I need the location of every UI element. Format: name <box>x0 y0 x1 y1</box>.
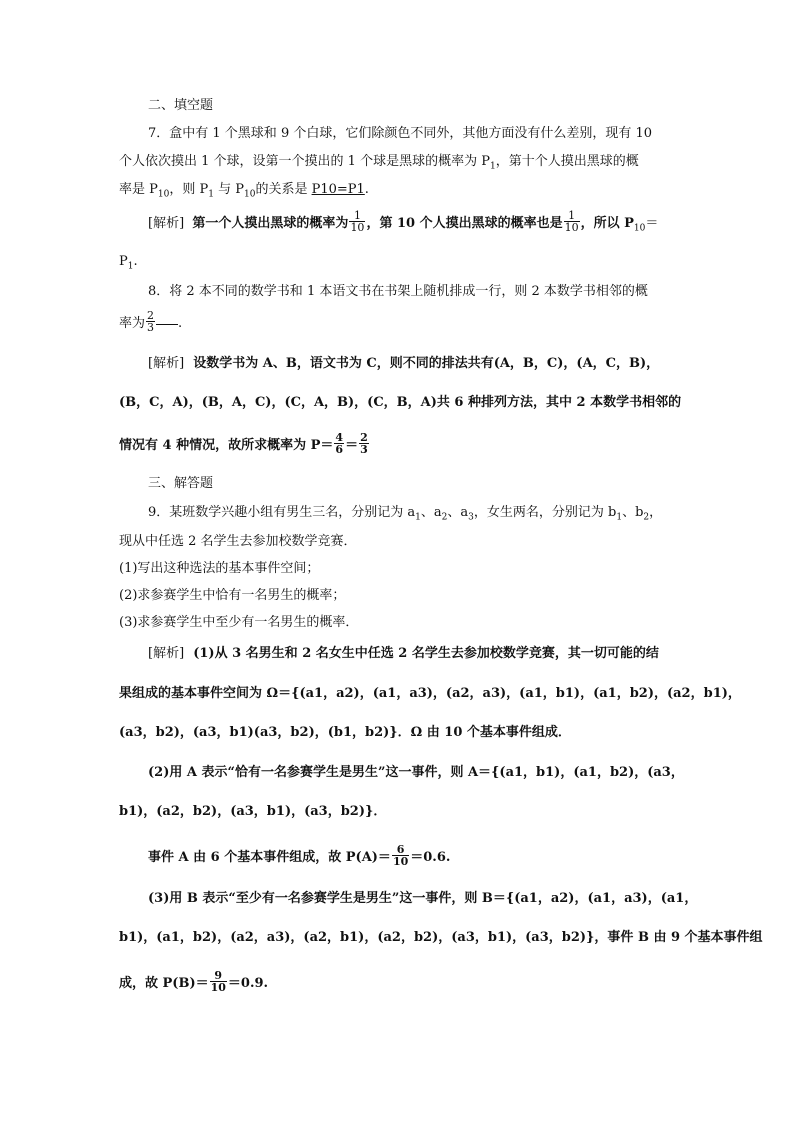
question-7-answer: P10=P1 <box>311 182 365 197</box>
question-9-part-3: (3)求参赛学生中至少有一名男生的概率． <box>119 615 359 630</box>
question-7-solution-end: $P_1$. <box>119 254 138 272</box>
question-9-line-1: 9．某班数学兴趣小组有男生三名，分别记为 $a_1$、$a_2$、$a_3$，女生两名，分别记为 $b_1$、$b_2$， <box>148 505 663 523</box>
question-8-answer: $\frac{2}{3}$ <box>147 309 155 334</box>
question-9-line-2: 现从中任选 2 名学生去参加校数学竞赛． <box>119 534 357 549</box>
question-9-solution-line-4: (2)用 A 表示“恰有一名参赛学生是男生”这一事件，则 A＝{(a1，b1)，(a1，b2)，(a3， <box>148 765 684 780</box>
question-9-solution-line-5: b1)，(a2，b2)，(a3，b1)，(a3，b2)}． <box>119 804 387 819</box>
question-8-line-1: 8．将 2 本不同的数学书和 1 本语文书在书架上随机排成一行，则 2 本数学书相邻的概 <box>148 284 648 299</box>
section-answer-heading: 三、解答题 <box>148 476 214 491</box>
question-8-solution-line-3: 情况有 4 种情况，故所求概率为 P＝ $\frac{4}{6}$ ＝ $\frac{2}{3}$ <box>119 431 368 456</box>
question-7-line-3: 率是 $P_{10}$，则 $P_1$ 与 $P_{10}$的关系是 P10=P1. <box>119 182 369 200</box>
question-8-line-2: 率为 $\frac{2}{3}$ . <box>119 309 183 334</box>
question-9-solution-line-8: b1)，(a1，b2)，(a2，a3)，(a2，b1)，(a2，b2)，(a3，b1)，(a3，b2)}，事件 B 由 9 个基本事件组 <box>119 930 763 945</box>
question-9-solution-line-7: (3)用 B 表示“至少有一名参赛学生是男生”这一事件，则 B＝{(a1，a2)，(a1，a3)，(a1， <box>148 891 698 906</box>
question-9-solution-line-2: 果组成的基本事件空间为 Ω＝{(a1，a2)，(a1，a3)，(a2，a3)，(a1，b1)，(a1，b2)，(a2，b1)， <box>119 686 741 701</box>
question-9-part-2: (2)求参赛学生中恰有一名男生的概率； <box>119 588 346 603</box>
question-9-solution-line-9: 成，故 P(B)＝ $\frac{9}{10}$ ＝0.9. <box>119 969 269 994</box>
question-7-line-2: 个人依次摸出 1 个球，设第一个摸出的 1 个球是黑球的概率为 $P_1$，第十个人摸出黑球的概 <box>119 154 639 172</box>
question-9-part-1: (1)写出这种选法的基本事件空间； <box>119 561 320 576</box>
question-7-line-1: 7．盒中有 1 个黑球和 9 个白球，它们除颜色不同外，其他方面没有什么差别，现有 10 <box>148 126 653 141</box>
question-8-solution-line-2: (B，C，A)，(B，A，C)，(C，A，B)，(C，B，A)共 6 种排列方法，其中 2 本数学书相邻的 <box>119 395 682 410</box>
question-9-solution-line-3: (a3，b2)，(a3，b1)(a3，b2)，(b1，b2)}．Ω 由 10 个基本事件组成． <box>119 725 571 740</box>
question-9-solution-line-6: 事件 A 由 6 个基本事件组成，故 P(A)＝ $\frac{6}{10}$ ＝0.6. <box>148 843 451 868</box>
question-8-solution-line-1: [解析] 设数学书为 A、B，语文书为 C，则不同的排法共有(A，B，C)，(A，C，B)， <box>148 356 660 371</box>
question-9-solution-line-1: [解析] (1)从 3 名男生和 2 名女生中任选 2 名学生去参加校数学竞赛，其一切可能的结 <box>148 646 659 661</box>
question-7-solution: [解析] 第一个人摸出黑球的概率为 $\frac{1}{10}$ ，第 10 个人摸出黑球的概率也是 $\frac{1}{10}$ ，所以 $P_{10}=$ <box>148 209 659 234</box>
section-fill-in-heading: 二、填空题 <box>148 98 214 113</box>
